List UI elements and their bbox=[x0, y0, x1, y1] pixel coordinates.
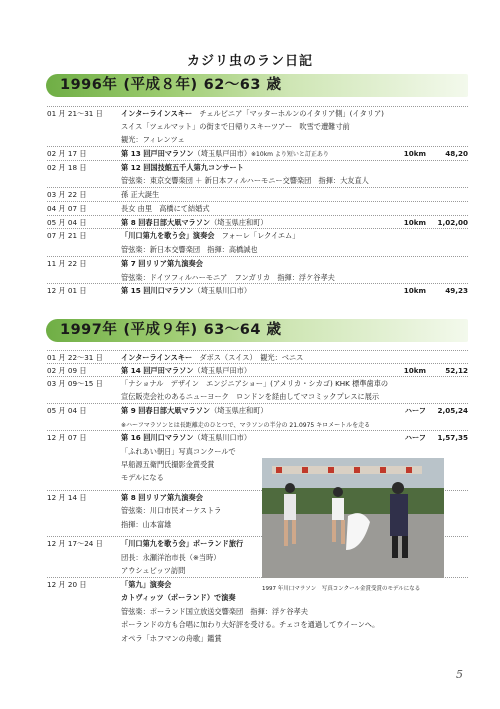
race-time: 1,02,00 bbox=[437, 218, 468, 227]
entry-title: 団長：永瀬洋治市長（※当時） bbox=[121, 553, 221, 562]
entry-title: 第 12 回国技館五千人第九コンサート bbox=[121, 163, 244, 172]
entry-note: ※ハーフマラソンとは長距離走のひとつで、マラソンの半分の 21.0975 キロメートルを走る bbox=[121, 422, 371, 429]
marathon-photo bbox=[262, 458, 444, 578]
race-distance: 10km bbox=[403, 286, 426, 295]
entry-title: 第 8 回リリア第九演奏会 bbox=[121, 493, 203, 502]
entry-text bbox=[121, 538, 243, 549]
entry-text bbox=[121, 162, 244, 173]
race-distance: 10km bbox=[403, 366, 426, 375]
entry-title: インターラインスキー bbox=[121, 109, 193, 118]
entry-title: 管弦楽：ポーランド国立放送交響楽団 指揮：浮ケ谷孝夫 bbox=[121, 607, 308, 616]
entry-text bbox=[121, 244, 258, 255]
entry-date: 01 月 22〜31 日 bbox=[47, 353, 103, 362]
section-age: 63〜64 歳 bbox=[203, 322, 282, 338]
entry-detail: フォーレ「レクイエム」 bbox=[214, 231, 300, 240]
entry-text bbox=[121, 505, 221, 516]
entry-detail: ダボス（スイス） 観光：ベニス bbox=[192, 353, 304, 362]
divider bbox=[47, 160, 468, 161]
entry-text bbox=[121, 285, 251, 296]
entry-title: インターラインスキー bbox=[121, 353, 193, 362]
entry-date: 01 月 21〜31 日 bbox=[47, 109, 103, 118]
entry-text bbox=[121, 272, 335, 283]
entry-title: モデルになる bbox=[121, 473, 164, 482]
entry-note: ※10km より短いと訂正あり bbox=[251, 151, 329, 158]
divider bbox=[47, 430, 468, 431]
entry-text bbox=[121, 446, 236, 457]
entry-text bbox=[121, 148, 329, 160]
race-distance: ハーフ bbox=[404, 433, 426, 442]
entry-date: 05 月 04 日 bbox=[47, 218, 87, 227]
entry-text bbox=[121, 592, 236, 603]
entry-title: 「川口第九を歌う会」演奏会 bbox=[121, 231, 215, 240]
race-distance: 10km bbox=[403, 149, 426, 158]
marathon-photo-graphic bbox=[262, 458, 444, 578]
race-time: 52,12 bbox=[445, 366, 468, 375]
entry-date: 12 月 01 日 bbox=[47, 286, 87, 295]
entry-title: オペラ「ホフマンの舟歌」鑑賞 bbox=[121, 634, 222, 643]
entry-date: 03 月 09〜15 日 bbox=[47, 379, 103, 388]
divider bbox=[47, 146, 468, 147]
entry-text bbox=[121, 432, 251, 443]
entry-text bbox=[121, 565, 185, 576]
entry-date: 12 月 07 日 bbox=[47, 433, 87, 442]
divider bbox=[47, 283, 468, 284]
entry-text bbox=[121, 472, 164, 483]
entry-title: カトヴィッツ（ポーランド）で演奏 bbox=[121, 593, 236, 602]
entry-text bbox=[121, 633, 222, 644]
entry-title: 第 13 回戸田マラソン bbox=[121, 149, 194, 158]
entry-title: 長女 由里 高橋にて結婚式 bbox=[121, 204, 210, 213]
section-header-1997 bbox=[46, 319, 468, 342]
section-year: 1996年 bbox=[60, 77, 118, 93]
entry-title: 管弦楽：東京交響楽団 ＋ 新日本フィルハーモニー交響楽団 指揮：大友直人 bbox=[121, 176, 369, 185]
entry-text bbox=[121, 519, 171, 530]
entry-title: 管弦楽：新日本交響楽団 指揮：高橋誠也 bbox=[121, 245, 258, 254]
divider bbox=[47, 403, 468, 404]
race-time: 2,05,24 bbox=[437, 406, 468, 415]
entry-date: 11 月 22 日 bbox=[47, 259, 87, 268]
photo-caption: 1997 年川口マラソン 写真コンクール金賞受賞のモデルになる bbox=[262, 586, 421, 592]
entry-date: 05 月 04 日 bbox=[47, 406, 87, 415]
entry-text bbox=[121, 579, 171, 590]
entry-text bbox=[121, 405, 268, 416]
entry-date: 02 月 18 日 bbox=[47, 163, 87, 172]
entry-text bbox=[121, 378, 388, 389]
section-header-1996 bbox=[46, 74, 468, 97]
section-era: (平成８年) bbox=[123, 77, 198, 93]
entry-title: 第 9 回春日部大凧マラソン bbox=[121, 406, 211, 415]
entry-text bbox=[121, 619, 379, 630]
entry-title: 「ふれあい朝日」写真コンクールで bbox=[121, 447, 236, 456]
entry-date: 03 月 22 日 bbox=[47, 190, 87, 199]
entry-text bbox=[121, 459, 214, 470]
divider bbox=[47, 215, 468, 216]
entry-title: 「ナショナル デザイン エンジニアショー」(アメリカ・シカゴ) KHK 標準歯車の bbox=[121, 379, 389, 388]
entry-text bbox=[121, 189, 159, 200]
entry-date: 02 月 17 日 bbox=[47, 149, 87, 158]
entry-date: 12 月 17〜24 日 bbox=[47, 539, 103, 548]
entry-text bbox=[121, 365, 251, 376]
entry-title: 第 14 回戸田マラソン bbox=[121, 366, 194, 375]
entry-text bbox=[121, 258, 203, 269]
entry-text bbox=[121, 492, 203, 503]
entry-text bbox=[121, 391, 379, 402]
entry-title: アウシュビッツ訪問 bbox=[121, 566, 186, 575]
entry-title: 宣伝販売会社のあるニューヨーク ロンドンを経由してマコミックプレスに展示 bbox=[121, 392, 380, 401]
entry-detail: チェルビニア「マッターホルンのイタリア側」(イタリア) bbox=[192, 109, 384, 118]
entry-detail: （埼玉県庄和町） bbox=[210, 218, 268, 227]
race-distance: 10km bbox=[403, 218, 426, 227]
entry-text bbox=[121, 352, 303, 363]
entry-title: 指揮：山本富雄 bbox=[121, 520, 172, 529]
entry-detail: （埼玉県戸田市） bbox=[193, 366, 252, 375]
entry-title: 観光：フィレンツェ bbox=[121, 135, 185, 144]
entry-text bbox=[121, 606, 308, 617]
section-era: (平成９年) bbox=[123, 322, 198, 338]
entry-text bbox=[121, 203, 210, 214]
divider bbox=[47, 228, 468, 229]
divider bbox=[47, 376, 468, 377]
page-number: 5 bbox=[456, 668, 463, 681]
divider bbox=[47, 187, 468, 188]
page-title: カジリ虫のラン日記 bbox=[186, 54, 313, 69]
entry-date: 12 月 14 日 bbox=[47, 493, 87, 502]
entry-title: 孫 正大誕生 bbox=[121, 190, 160, 199]
entry-title: 第 8 回春日部大凧マラソン bbox=[121, 218, 211, 227]
divider bbox=[47, 350, 468, 351]
entry-title: スイス「ツェルマット」の街まで日帰りスキーツアー 吹雪で遭難寸前 bbox=[121, 122, 350, 131]
entry-text bbox=[121, 552, 220, 563]
section-year: 1997年 bbox=[60, 322, 118, 338]
divider bbox=[47, 106, 468, 107]
entry-title: 第 16 回川口マラソン bbox=[121, 433, 194, 442]
entry-date: 02 月 09 日 bbox=[47, 366, 87, 375]
entry-title: 「川口第九を歌う会」ポーランド旅行 bbox=[121, 539, 244, 548]
entry-detail: （埼玉県川口市） bbox=[193, 433, 252, 442]
race-time: 49,23 bbox=[445, 286, 468, 295]
entry-text bbox=[121, 217, 268, 228]
entry-title: 早船源五衛門氏撮影金賞受賞 bbox=[121, 460, 215, 469]
divider bbox=[47, 363, 468, 364]
race-distance: ハーフ bbox=[404, 406, 426, 415]
entry-title: 「第九」演奏会 bbox=[121, 580, 172, 589]
entry-text bbox=[121, 108, 384, 119]
race-time: 1,57,35 bbox=[437, 433, 468, 442]
entry-detail: （埼玉県川口市） bbox=[193, 286, 252, 295]
entry-text bbox=[121, 175, 369, 186]
entry-title: 第 7 回リリア第九演奏会 bbox=[121, 259, 203, 268]
entry-title: ポーランドの方も合唱に加わり大好評を受ける。チェコを通過してウイーンへ。 bbox=[121, 620, 380, 629]
divider bbox=[47, 256, 468, 257]
entry-detail: （埼玉県戸田市） bbox=[193, 149, 252, 158]
entry-detail: （埼玉県庄和町） bbox=[210, 406, 268, 415]
entry-text bbox=[121, 230, 299, 241]
entry-date: 12 月 20 日 bbox=[47, 580, 87, 589]
divider bbox=[47, 201, 468, 202]
entry-date: 07 月 21 日 bbox=[47, 231, 87, 240]
race-time: 48,20 bbox=[445, 149, 468, 158]
entry-text bbox=[121, 121, 350, 132]
section-age: 62〜63 歳 bbox=[203, 77, 282, 93]
entry-title: 第 15 回川口マラソン bbox=[121, 286, 194, 295]
entry-title: 管弦楽：ドイツフィルハーモニア フンガリカ 指揮：浮ケ谷孝夫 bbox=[121, 273, 335, 282]
entry-text bbox=[121, 134, 185, 145]
entry-title: 管弦楽：川口市民オーケストラ bbox=[121, 506, 222, 515]
entry-date: 04 月 07 日 bbox=[47, 204, 87, 213]
